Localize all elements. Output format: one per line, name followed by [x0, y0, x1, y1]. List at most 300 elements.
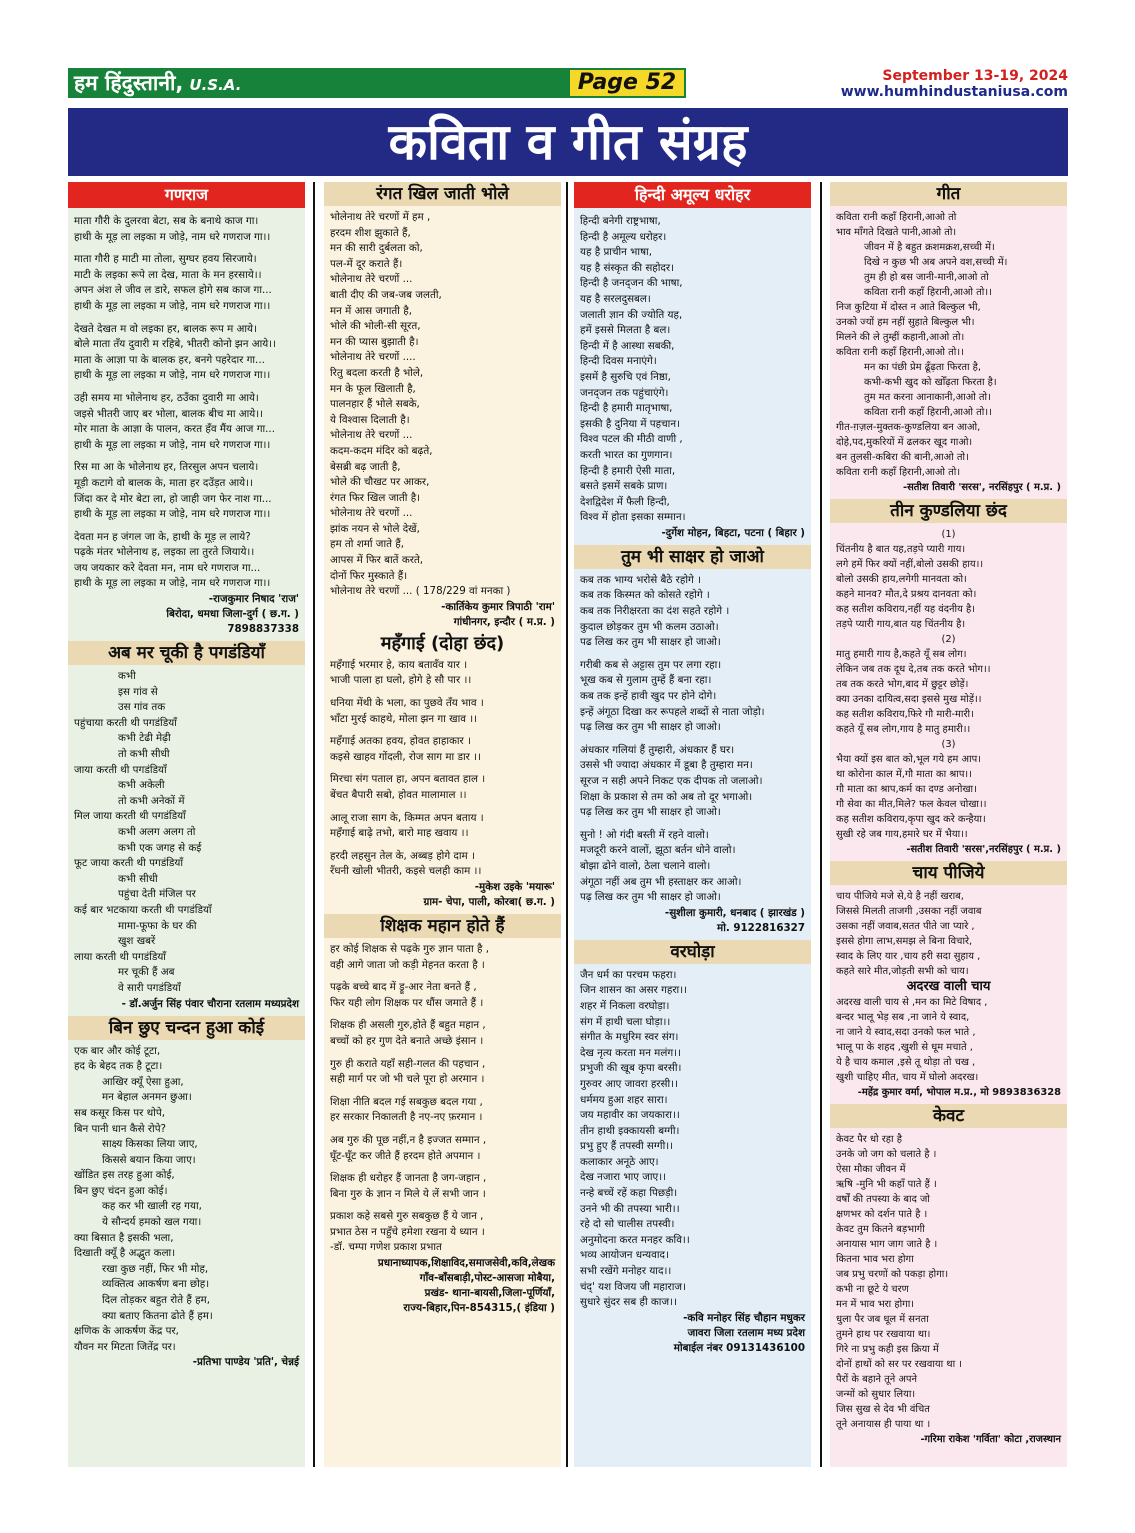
poem-title-ganraj: गणराज: [68, 182, 305, 208]
poem-line: झांक नयन से भोले देखें,: [330, 522, 420, 535]
poem-line: मामा-फूफा के घर की: [118, 919, 197, 932]
poem-line: इसकी है दुनिया में पहचान।: [580, 417, 680, 430]
stanza-gap: [74, 245, 299, 252]
poem-line: भोले की भोली-सी सूरत,: [330, 320, 421, 333]
poem-line: हिन्दी दिवस मनाएंगे।: [580, 355, 657, 368]
column-divider: [313, 182, 315, 1467]
column-3: [574, 182, 811, 1467]
poem-line: दिखे न कुछ भी अब अपने वश,सच्ची में।: [864, 257, 1008, 268]
poem-line: अपन अंश ले जीव ल डारे, सफल होगे सब काज गा...: [74, 284, 272, 297]
poem-line: सही मार्ग पर जो भी चले पूरा हो अरमान ।: [330, 1073, 485, 1086]
byline: -सतीश तिवारी 'सरस',नरसिंहपुर ( म.प्र. ): [906, 844, 1061, 855]
poem-line: फिर यही लोग शिक्षक पर धौंस जमाते हैं ।: [330, 996, 484, 1009]
poem-line: भोले की चौखट पर आकर,: [330, 476, 430, 489]
poem-line: था कोरोना काल में,गौ माता का श्राप।।: [836, 769, 972, 780]
stanza-gap: [330, 973, 555, 980]
poem-line: प्रभुजी की खूब कृपा बरसी।: [580, 1062, 682, 1075]
poem-line: तो कभी सीधी: [118, 748, 170, 761]
poem-line: मूड़ी कटागे वो बालक के, माता हर दउँड़त आये।।: [74, 476, 253, 489]
poem-line: भोलेनाथ तेरे चरणों ...: [330, 429, 413, 442]
poem-line: संगीत के मधुरिम स्वर संग।: [580, 1031, 679, 1044]
poem-line: क्या बिसात है इसकी भला,: [74, 1231, 174, 1244]
poem-line: जन्मों को सुधार लिया।: [836, 1389, 916, 1400]
byline-phone: मोबाईल नंबर 09131436100: [673, 1341, 805, 1354]
poem-line: लगे हमें फिर क्यों नहीं,बोलो उसकी हाय।।: [836, 559, 984, 570]
poem-line: मिल जाया करती थी पगडंडियाँ: [74, 810, 186, 823]
poem-line: प्रभु हुए हैं तपस्वी सग्गी।।: [580, 1140, 674, 1153]
poem-line: मन में आस जगाती है,: [330, 304, 412, 317]
poem-line: देख नृत्य करता मन मलंग।।: [580, 1046, 681, 1059]
poem-line: कभी ना छूटे ये चरण: [836, 1284, 909, 1295]
poem-line: बन्दर भालू भेड़ सब ,ना जाने ये स्वाद,: [836, 1012, 970, 1023]
poem-line: भाव माँगते दिखते पानी,आओ तो।: [836, 227, 957, 238]
poem-line: कई बार भटकाया करती थी पगडंडियाँ: [74, 903, 212, 916]
poem-line: जनद्जन तक पहुंचाएंगे।: [580, 386, 669, 399]
stanza-gap: [330, 727, 555, 734]
poem-line: महँगाई भरमार हे, काय बतावँव यार ।: [330, 658, 468, 671]
poem-title-mahangai: महँगाई (दोहा छंद): [380, 632, 505, 654]
poem-line: मोर माता के आज्ञा के पालन, करत हँव मैंय आज गा...: [74, 423, 275, 436]
byline-address: बिरोदा, धमधा जिला-दुर्ग ( छ.ग. ): [166, 608, 299, 621]
poem-line: पैरों के बहाने तूने अपने: [836, 1374, 918, 1385]
byline: -सतीश तिवारी 'सरस', नरसिंहपुर ( म.प्र. ): [902, 482, 1061, 493]
poem-line: देशद्विदेश में फैली हिन्दी,: [580, 495, 670, 508]
poem-line: यह है सरलदुसबल।: [580, 292, 651, 305]
poem-line: सुनो ! ओ गंदी बस्ती में रहने वालो।: [580, 828, 709, 841]
poem-line: हाथी के मूड़ ला लइका म जोड़े, नाम धरे गणराज गा।।: [74, 508, 271, 521]
poem-line: ऐसा मौका जीवन में: [836, 1164, 906, 1175]
poem-line: यह है संस्कृत की सहोदर।: [580, 261, 674, 274]
poem-line: उस गांव तक: [118, 701, 166, 714]
poem-line: माता गौरी के दुलरवा बेटा, सब के बनाथे काज गा।: [74, 215, 259, 227]
poem-kevat: [830, 1132, 1067, 1432]
poem-chai: [830, 889, 1067, 979]
poem-line: नन्हे बच्चें रहें कहा पिछड़ी।: [580, 1187, 678, 1200]
poem-line: ना जाने ये स्वाद,सदा उनको फल भाते ,: [836, 1027, 976, 1038]
poem-line: ये है चाय कमाल ,इसे तू थोड़ा तो चख ,: [836, 1057, 976, 1068]
poem-title-saakshar: तुम भी साक्षर हो जाओ: [574, 545, 811, 569]
poem-line: पढ़ लिख कर तुम भी साक्षर हो जाओ।: [580, 806, 721, 819]
poem-line: प्रभात ठेस न पहुँचे हमेशा रखना ये ध्यान ।: [330, 1225, 485, 1238]
issue-date: September 13-19, 2024: [882, 68, 1068, 84]
poem-line: पहुंचाया करती थी पगडंडियाँ: [74, 716, 177, 729]
byline-address: गांधीनगर, इन्दौर ( म.प्र. ): [453, 615, 555, 628]
poem-line: बन तुलसी-कबिरा की बानी,आओ तो।: [836, 452, 969, 463]
poem-line: भाँटा मुरई काहथे, मोला झन गा खाव ।।: [330, 712, 478, 725]
poem-line: भाजी पाला हा घलो, होगे हे सौ पार ।।: [330, 674, 472, 687]
poem-line: रखा कुछ नहीं, फिर भी मोह,: [102, 1262, 209, 1275]
poem-line: तीन हाथी इक्कायसी बग्गी।: [580, 1124, 680, 1137]
poem-kundaliya-1: [830, 542, 1067, 632]
poem-line: पहुंचा देती मंजिल पर: [118, 888, 196, 901]
poem-line: कहते सारे मीत,जोड़ती सभी को चाय।: [836, 966, 969, 977]
poem-line: खुश खबरें: [118, 935, 156, 948]
poem-title-geet: गीत: [830, 182, 1067, 206]
poem-line: कब तक किस्मत को कोसते रहोगे ।: [580, 589, 710, 602]
poem-line: हद के बेहद तक है टूटा।: [74, 1060, 163, 1073]
poem-line: बोले माता तँय दुवारी म रहिबे, भीतरी कोनो झन आये।।: [74, 338, 276, 351]
poem-line: रितु बदला करती है भोले,: [330, 366, 424, 379]
stanza-gap: [330, 1011, 555, 1018]
byline-address: प्रखंड- थाना-बायसी,जिला-पूर्णियाँ,: [424, 1287, 555, 1300]
poem-line: कहते यूँ सब लोग,गाय है मातु हमारी।।: [836, 724, 971, 735]
poem-line: इससे होगा लाभ,समझ ले बिना विचारे,: [836, 936, 973, 947]
poem-line: कब तक भाग्य भरोसे बैठे रहोगे ।: [580, 573, 701, 586]
poem-line: कविता रानी कहाँ हिरानी,आओ तो।।: [864, 287, 992, 298]
poem-geet: [830, 210, 1067, 480]
poem-line: मिलने की ले तुम्हीं कहानी,आओ तो।: [836, 332, 965, 343]
poem-line: पढ़ लिख कर तुम भी साक्षर हो जाओ।: [580, 891, 721, 904]
poem-line: एक बार और कोई टूटा,: [74, 1044, 161, 1057]
stanza-gap: [74, 384, 299, 391]
byline: -प्रतिभा पाण्डेय 'प्रति', चेन्नई: [192, 1356, 299, 1369]
poem-line: पढ़ लिख कर तुम भी साक्षर हो जाओ।: [580, 721, 721, 734]
poem-line: व्यक्तित्व आकर्षण बना छोह।: [102, 1278, 210, 1291]
poem-line: दोनों फिर मुस्काते हैं।: [330, 569, 408, 582]
stanza-gap: [330, 804, 555, 811]
poem-line: चाय पीजिये मजे से,ये है नहीं खराब,: [836, 891, 964, 902]
poem-line: कविता रानी कहाँ हिरानी,आओ तो।: [836, 467, 961, 478]
poem-line: मन का पंछी प्रेम ढूँढ़ता फिरता है,: [864, 362, 982, 373]
byline-phone: मो. 9122816327: [717, 921, 805, 934]
poem-line: हिन्दी में है आस्था सबकी,: [580, 339, 675, 352]
poem-line: पढ़के मंतर भोलेनाथ ह, लइका ला तुरते जियाये।।: [74, 546, 255, 559]
poem-line: क्या उनका दायित्व,सदा इससे मुख मोड़ें।।: [836, 694, 982, 705]
poem-kundaliya-2: [830, 647, 1067, 737]
brand-suffix: U.S.A.: [189, 76, 242, 94]
brand-name: हम हिंदुस्तानी,: [74, 71, 184, 95]
byline: प्रधानाध्यापक,शिक्षाविद,समाजसेवी,कवि,लेखक: [377, 1257, 555, 1270]
poem-line: अंधकार गलियां हैं तुम्हारी, अंधकार हैं घर।: [580, 743, 735, 756]
byline: -गरिमा राकेश 'गर्विता' कोटा ,राजस्थान: [920, 1434, 1061, 1445]
poem-line: मर चूकी हैं अब: [118, 966, 175, 979]
poem-line: सब कसूर किस पर थोपे,: [74, 1106, 165, 1119]
poem-line: लेकिन जब तक दूध दे,तब तक करते भोग।।: [836, 664, 991, 675]
poem-line: अब गुरु की पूछ नहीं,न है इज्जत सम्मान ,: [330, 1133, 487, 1146]
column-divider: [566, 182, 568, 1467]
poem-line: वही आगे जाता जो कड़ी मेहनत करता है ।: [330, 958, 485, 971]
poem-line: जाया करती थी पगडंडियाँ: [74, 763, 167, 776]
poem-line: अनायास भाग जाग जाते है ।: [836, 1239, 938, 1250]
poem-line: मन के फूल खिलाती है,: [330, 382, 416, 395]
poem-line: मन की प्यास बुझाती है।: [330, 335, 419, 348]
poem-line: बेसब्री बढ़ जाती है,: [330, 460, 401, 473]
poem-line: कलाकार अनूठे आए।: [580, 1155, 659, 1168]
poem-line: क्षणिक के आकर्षण केंद्र पर,: [74, 1325, 179, 1338]
poem-line: उससे भी ज्यादा अंधकार में डूबा है तुम्हारा मन।: [580, 759, 753, 772]
poem-line: जिंदा कर दे मोर बेटा ला, हो जाही जग फेर नाश गा...: [74, 492, 272, 505]
poem-line: धनिया मेंथी के भला, का पुछवे तँय भाव ।: [330, 697, 484, 710]
poem-line: भूख कब से गुलाम तुम्हें हैं बना रहा।: [580, 674, 712, 687]
poem-line: कविता रानी कहाँ हिरानी,आओ तो।।: [836, 347, 964, 358]
poem-line: कुदाल छोड़कर तुम भी कलम उठाओ।: [580, 620, 719, 633]
poem-line: गीत-ग़ज़ल-मुक्तक-कुण्डलिया बन आओ,: [836, 422, 981, 433]
poem-line: भोलेनाथ तेरे चरणों ....: [330, 351, 416, 364]
byline: -कार्तिकेय कुमार त्रिपाठी 'राम': [441, 600, 555, 613]
poem-line: दोहे,पद,मुकरियों में ढलकर खूद गाओ।: [836, 437, 973, 448]
website-link[interactable]: www.humhindustaniusa.com: [840, 84, 1068, 100]
stanza-gap: [330, 1088, 555, 1095]
byline-phone: 7898837338: [227, 623, 299, 636]
poem-line: हमें इससे मिलता है बल।: [580, 324, 671, 337]
poem-line: अदरख वाली चाय से ,मन का मिटे विषाद ,: [836, 997, 988, 1008]
poem-line: चंद्' यश विजय जी महाराज।: [580, 1280, 686, 1293]
poem-chai-adrakh: [830, 995, 1067, 1085]
poem-line: भोलेनाथ तेरे चरणों ...: [330, 507, 413, 520]
poem-line: पढ लिख कर तुम भी साक्षर हो जाओ।: [580, 636, 721, 649]
masthead: [68, 68, 1068, 100]
poem-line: कभी सीधी: [118, 872, 158, 885]
poem-line: धर्ममय हुआ शहर सारा।: [580, 1093, 668, 1106]
poem-saakshar: [574, 573, 811, 906]
poem-line: देखते देखत म वो लइका हर, बालक रूप म आये।: [74, 322, 257, 335]
poem-line: यौवन मर मिटता जितेंद्र पर।: [74, 1340, 176, 1353]
poem-line: कभी टेढी मेढ़ी: [118, 732, 171, 745]
poem-line: जैन धर्म का परचम फहरा।: [580, 968, 677, 981]
poem-line: कह कर भी खाली रह गया,: [102, 1200, 202, 1213]
poem-line: हाथी के मूड़ ला लइका म जोड़े, नाम धरे गणराज गा।।: [74, 438, 271, 451]
poem-line: इस गांव से: [118, 685, 158, 698]
poem-line: भव्य आयोजन धन्यवाद।: [580, 1249, 669, 1262]
poem-line: कब तक इन्हें हावी खुद पर होने दोगे।: [580, 690, 717, 703]
stanza-gap: [74, 315, 299, 322]
poem-line: जलाती ज्ञान की ज्योति यह,: [580, 308, 683, 321]
poem-line: गुरु ही कराते यहाँ सही-गलत की पहचान ,: [330, 1057, 486, 1070]
byline: -राजकुमार निषाद 'राज': [208, 593, 299, 606]
byline-address: जावरा जिला रतलाम मध्य प्रदेश: [687, 1326, 805, 1339]
poem-line: कभी अलग अलग तो: [118, 826, 196, 838]
stanza-gap: [330, 1164, 555, 1171]
poem-line: कहने मानव? मौत,दे प्रश्रय दानवता को।: [836, 589, 977, 600]
poem-line: हर सरकार निकालती है नए-नए फ़रमान ।: [330, 1111, 483, 1124]
poem-line: बिना गुरु के ज्ञान न मिले ये लें सभी जान ।: [330, 1187, 486, 1200]
poem-line: शिक्षा नीति बदल गई सबकुछ बदल गया ,: [330, 1095, 483, 1108]
poem-line: हिन्दी बनेगी राष्ट्रभाषा,: [580, 215, 661, 227]
column-1: [68, 182, 305, 1467]
poem-line: उनके जो जग को चलाते है ।: [836, 1149, 937, 1160]
poem-pagdandiyan: [68, 669, 305, 996]
poem-line: कभी-कभी खुद को खोँढ़ता फिरता है।: [864, 377, 997, 388]
poem-line: यह है प्राचीन भाषा,: [580, 246, 652, 259]
poem-line: देवता मन ह जंगल जा के, हाथी के मूड़ ल लाये?: [74, 530, 251, 543]
stanza-gap: [580, 821, 805, 828]
poem-title-shikshak: शिक्षक महान होते हैं: [324, 914, 561, 938]
stanza-gap: [330, 1050, 555, 1057]
poem-line: फूट जाया करती थी पगडंडियाँ: [74, 857, 184, 870]
poem-line: पालनहार हैं भोले सबके,: [330, 398, 420, 411]
poem-line: तब तक करते भोग,बाद में छुट्टर छोड़ें।: [836, 679, 969, 690]
poem-line: जब प्रभु चरणों को पकड़ा होगा।: [836, 1269, 949, 1280]
poem-line: गुरुवर आए जावरा हरसी।।: [580, 1077, 678, 1090]
poem-line: सुधारे सुंदर सब ही काज।।: [580, 1296, 677, 1309]
poem-line: बसते इसमें सबके प्राण।: [580, 480, 668, 493]
poem-varghoda: [574, 968, 811, 1311]
stanza-gap: [74, 523, 299, 530]
issue-info: [828, 68, 1068, 100]
poem-line: बिन छुए चंदन हुआ कोई।: [74, 1184, 168, 1197]
poem-line: हाथी के मूड़ ला लइका म जोड़े, नाम धरे गणराज गा।।: [74, 369, 271, 382]
poem-line: वे सारी पगडंडियाँ: [118, 981, 181, 994]
poem-line: पल-में दूर कराते हैं।: [330, 257, 403, 270]
poem-line: हिन्दी है जनद्जन की भाषा,: [580, 277, 683, 290]
column-divider: [820, 182, 822, 1467]
stanza-gap: [74, 453, 299, 460]
poem-line: केवट तुम कितने बड़भागी: [836, 1224, 925, 1235]
poem-line: रिस मा आ के भोलेनाथ हर, तिरसुल अपन चलाये।: [74, 461, 259, 474]
poem-line: सुखी रहे जब गाय,हमारे घर में भैया।।: [836, 829, 968, 840]
poem-line: बोलो उसकी हाय,लगेगी मानवता को।: [836, 574, 967, 585]
poem-line: हरदम शीश झुकाते हैं,: [330, 226, 411, 239]
poem-shikshak: [324, 942, 561, 1256]
poem-line: जइसे भीतरी जाए बर भोला, बालक बीच मा आये।।: [74, 407, 264, 420]
poem-line: केवट पैर धो रहा है: [836, 1134, 902, 1145]
poem-line: ये सौन्दर्य हमको खल गया।: [102, 1216, 202, 1229]
poem-line: ऋषि -मुनि भी कहाँ पाते हैं ।: [836, 1179, 937, 1190]
poem-line: आलू राजा साग के, किम्मत अपन बताय ।: [330, 811, 484, 824]
poem-title-chandan: बिन छुए चन्दन हुआ कोई: [68, 1016, 305, 1040]
poem-line: उही समय मा भोलेनाथ हर, ठउँका दुवारी मा आये।: [74, 391, 259, 404]
poem-line: शिक्षा के प्रकाश से तम को अब तो दूर भगाओ।: [580, 790, 753, 803]
poem-title-kevat: केवट: [830, 1104, 1067, 1128]
poem-line: जय जयकार करे देवता मन, नाम धरे गणराज गा...: [74, 561, 261, 574]
poem-title-bhole: रंगत खिल जाती भोले: [324, 182, 561, 206]
poem-line: बच्चों को हर गुण देते बनाते अच्छे इंसान ।: [330, 1034, 484, 1047]
poem-line: निज कुटिया में दोस्त न आते बिल्कुल भी,: [836, 302, 981, 313]
poem-title-pagdandiyan: अब मर चूकी है पगडंडियाँ: [68, 641, 305, 665]
poem-line: आखिर क्यूँ ऐसा हुआ,: [102, 1075, 184, 1088]
stanza-number: (3): [941, 739, 956, 750]
poem-line: देख नजारा भाए जाए।।: [580, 1171, 667, 1184]
poem-title-hindi: हिन्दी अमूल्य धरोहर: [574, 182, 811, 208]
poem-line: बाती दीए की जब-जब जलती,: [330, 288, 442, 301]
poem-line: कभी: [118, 670, 136, 683]
poem-line: गिरे ना प्रभु कही इस क्रिया में: [836, 1344, 939, 1355]
poem-line: उनने भी की तपस्या भारी।।: [580, 1202, 680, 1215]
byline: - डॉ.अर्जुन सिंह पंवार चौराना रतलाम मध्यप्रदेश: [121, 997, 299, 1010]
poem-line: घूँट-घूँट कर जीते हैं हरदम होते अपमान ।: [330, 1149, 481, 1162]
poem-line: भोलेनाथ तेरे चरणों में हम ,: [330, 211, 431, 223]
byline-address: राज्य-बिहार,पिन-854315,( इंडिया ): [403, 1302, 555, 1315]
poem-line: महँगाई अतका हवय, होवत हाहाकार ।: [330, 735, 471, 748]
poem-title-varghoda: वरघोड़ा: [574, 940, 811, 964]
poem-line: महँगाई बाढ़े तभो, बारो माह खवाय ।।: [330, 827, 469, 840]
poem-line: विश्व में होता इसका सम्मान।: [580, 511, 686, 524]
poem-line: ये विश्वास दिलाती है।: [330, 413, 410, 426]
poem-line: भोलेनाथ तेरे चरणों ... ( 178/229 वां मनका ): [330, 585, 511, 598]
poem-line: हाथी के मूड़ ला लइका म जोड़े, नाम धरे गणराज गा।।: [74, 299, 271, 312]
poem-line: संग में हाथी चला घोड़ा।।: [580, 1015, 671, 1028]
poem-line: कविता रानी कहाँ हिरानी,आओ तो: [836, 212, 957, 223]
stanza-gap: [580, 651, 805, 658]
section-banner: कविता व गीत संग्रह: [68, 108, 1068, 176]
poem-line: जिससे मिलती ताजगी ,उसका नहीं जवाब: [836, 906, 982, 917]
byline: -दुर्गेश मोहन, बिहटा, पटना ( बिहार ): [661, 526, 805, 539]
poem-line: भालू पा के शहद ,खुशी से धूम मचाते ,: [836, 1042, 973, 1053]
stanza-gap: [330, 765, 555, 772]
byline-address: ग्राम- चेपा, पाली, कोरबा( छ.ग. ): [423, 895, 555, 908]
poem-line: विश्व पटल की मीठी वाणी ,: [580, 433, 683, 446]
column-2: [324, 182, 561, 1467]
stanza-gap: [330, 1126, 555, 1133]
poem-line: कविता रानी कहाँ हिरानी,आओ तो।।: [864, 407, 992, 418]
poem-line: कइसे खाहव गोंदली, रोज साग मा डार ।।: [330, 750, 481, 763]
poem-line: शिक्षक ही धरोहर हैं जानता है जग-जहान ,: [330, 1172, 487, 1185]
poem-line: कितना भाव भरा होगा: [836, 1254, 914, 1265]
poem-line: मातु हमारी गाय है,कहते यूँ सब लोग।: [836, 649, 967, 660]
poem-line: रहे दो सो चालीस तपस्वी।: [580, 1218, 675, 1231]
poem-line: मिरचा संग पताल हा, अपन बतावत हाल ।: [330, 773, 486, 786]
poem-line: किससे बयान किया जाए।: [102, 1153, 196, 1166]
poem-line: क्षणभर को दर्शन पाते है ।: [836, 1209, 928, 1220]
poem-line: कब तक निरीक्षरता का दंश सहते रहोगे ।: [580, 605, 730, 618]
stanza-gap: [330, 689, 555, 696]
poem-line: दोनों हाथों को सर पर रखवाया था ।: [836, 1359, 963, 1370]
poem-line: गौ सेवा का मीत,मिले? फल केवल चोखा।।: [836, 799, 987, 810]
poem-line: गरीबी कब से अट्टास तुम पर लगा रहा।: [580, 658, 722, 671]
poem-line: हम तो शर्मा जाते हैं,: [330, 538, 404, 551]
poem-line: हिन्दी है अमूल्य धरोहर।: [580, 230, 667, 243]
poem-line: चिंतनीय है बात यह,तड़पे प्यारी गाय।: [836, 544, 966, 555]
poem-line: तुम ही हो बस जानी-मानी,आओ तो: [864, 272, 989, 283]
poem-mahangai: [324, 658, 561, 880]
poem-line: हरदी लहसुन तेल के, अब्बड़ होगे दाम ।: [330, 849, 475, 862]
poem-line: मन में भाव भरा होगा।: [836, 1299, 915, 1310]
poem-line: तुम मत करना आनाकानी,आओ तो।: [864, 392, 991, 403]
byline: -महेंद्र कुमार वर्मा, भोपाल म.प्र., मो 9893836328: [857, 1087, 1061, 1098]
byline: -सुशीला कुमारी, धनबाद ( झारखंड ): [664, 906, 805, 919]
poem-line: इसमें है सुरुचि एवं निष्ठा,: [580, 370, 671, 383]
poem-line: उनको ज्यों हम नहीं सुहाते बिल्कुल भी।: [836, 317, 975, 328]
poem-line: रँधनी खोली भीतरी, कइसे चलही काम ।।: [330, 865, 482, 878]
poem-line: माता गौरी ह माटी मा तोला, सुग्घर हवय सिरजाये।: [74, 253, 257, 266]
poem-line: खोंडित इस तरह हुआ कोई,: [74, 1169, 175, 1182]
stanza-number: (1): [941, 529, 956, 540]
poem-bhole: [324, 210, 561, 600]
poem-line: खुशी चाहिए मीत, चाय में घोलो अदरख।: [836, 1072, 979, 1083]
poem-line: माता के आज्ञा पा के बालक हर, बनगे पहरेदार गा...: [74, 353, 265, 366]
poem-line: प्रकाश कहे सबसे गुरु सबकुछ हैं ये जान ,: [330, 1210, 484, 1223]
poem-line: शिक्षक ही असली गुरु,होते हैं बहुत महान ,: [330, 1019, 486, 1032]
poem-line: हिन्दी है हमारी ऐसी माता,: [580, 464, 676, 477]
poem-line: सूरज न सही अपने निकट एक दीपक तो जलाओ।: [580, 775, 763, 787]
poem-line: हर कोई शिक्षक से पढ़के गुरु ज्ञान पाता है ,: [330, 942, 489, 955]
poem-line: रंगत फिर खिल जाती है।: [330, 491, 421, 504]
poem-line: अंगूठा नहीं अब तुम भी हस्ताक्षर कर आओ।: [580, 875, 742, 888]
byline: -कवि मनोहर सिंह चौहान मधुकर: [683, 1311, 805, 1324]
poem-line: बेंचत बैपारी सबो, होवत मालामाल ।।: [330, 789, 467, 801]
poem-hindi: [574, 214, 811, 526]
poem-line: कदम-कदम मंदिर को बढ़ते,: [330, 444, 433, 457]
poem-line: कह सतीश कविराय,फिरे गौ मारी-मारी।: [836, 709, 974, 720]
poem-line: मजदूरी करने वालों, झूठा बर्तन धोने वालो।: [580, 844, 736, 857]
poem-line: उसका नहीं जवाब,सतत पीते जा प्यारे ,: [836, 921, 975, 932]
poem-title-kundaliya: तीन कुण्डलिया छंद: [830, 499, 1067, 523]
poem-chandan: [68, 1044, 305, 1356]
stanza-gap: [330, 842, 555, 849]
poem-line: तो कभी अनेकों में: [118, 794, 185, 807]
stanza-gap: [330, 1202, 555, 1209]
poem-line: हाथी के मूड़ ला लइका म जोड़े, नाम धरे गणराज गा।।: [74, 230, 271, 243]
poem-line: जिन शासन का असर गहरा।।: [580, 984, 688, 997]
poem-line: अनुमोदना करत मनहर कवि।।: [580, 1233, 690, 1246]
poem-line: भैया क्यों इस बात को,भूल गये हम आप।: [836, 754, 981, 765]
poem-line: धुला पैर जब धूल में सनता: [836, 1314, 929, 1325]
poem-line: मन की सारी दुर्बलता को,: [330, 242, 423, 255]
poem-line: पढ़के बच्चे बाद में ड्रू-आर नेता बनते हैं ,: [330, 981, 477, 994]
poem-line: हिन्दी है हमारी मातृभाषा,: [580, 402, 673, 415]
poem-line: कह सतीश कविराय,कृपा खुद करे कन्हैया।: [836, 814, 986, 825]
poem-line: आपस में फिर बातें करते,: [330, 554, 424, 567]
